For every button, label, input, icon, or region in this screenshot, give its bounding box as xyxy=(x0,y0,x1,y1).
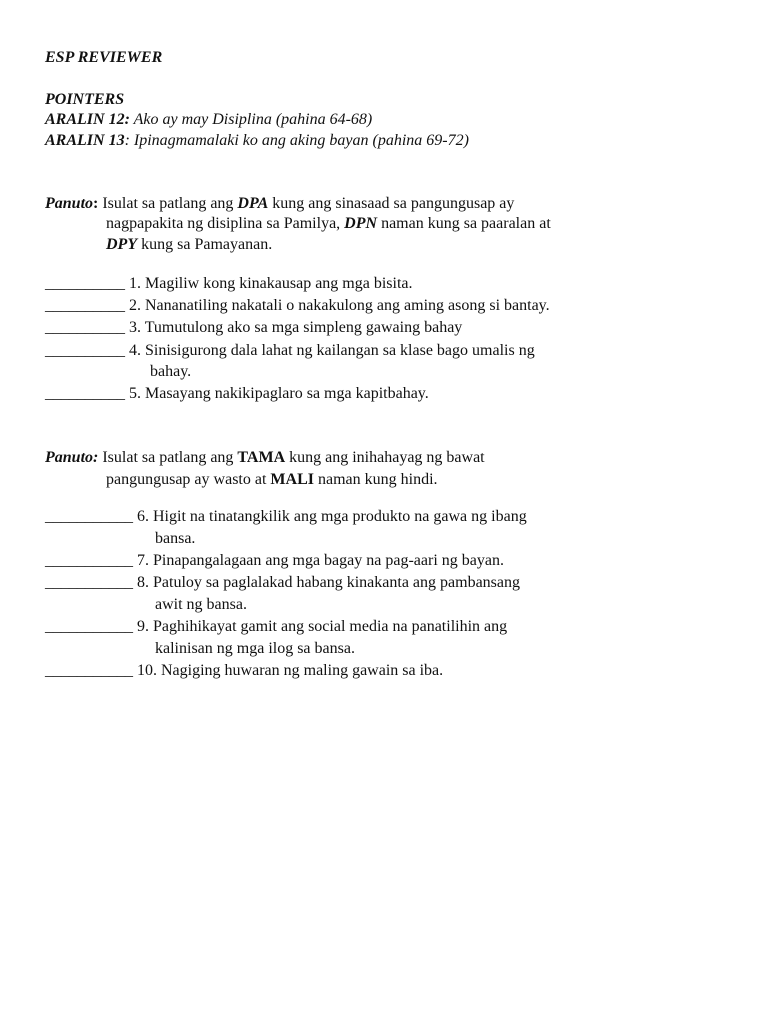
part1-instruction-line-2 xyxy=(106,214,551,234)
instruction-label: Panuto: xyxy=(45,449,99,466)
instruction-text: Isulat sa patlang ang xyxy=(98,195,238,212)
document-title: ESP REVIEWER xyxy=(45,49,163,66)
item-continuation: awit ng bansa. xyxy=(155,596,247,613)
answer-blank: ___________ xyxy=(45,618,133,635)
keyword-mali: MALI xyxy=(270,471,314,488)
instruction-text: naman kung hindi. xyxy=(313,471,438,488)
list-item xyxy=(45,507,527,527)
answer-blank: __________ xyxy=(45,297,125,314)
list-item xyxy=(45,274,413,294)
item-text: 3. Tumutulong ako sa mga simpleng gawaing bahay xyxy=(125,319,463,336)
item-text: 8. Patuloy sa paglalakad habang kinakanta ang pambansang xyxy=(133,574,520,591)
keyword-dpn: DPN xyxy=(344,215,378,232)
keyword-tama: TAMA xyxy=(237,449,286,466)
answer-blank: __________ xyxy=(45,275,125,292)
item-text: 9. Paghihikayat gamit ang social media na panatilihin ang xyxy=(133,618,508,635)
item-text: 1. Magiliw kong kinakausap ang mga bisita. xyxy=(125,275,413,292)
list-item xyxy=(45,573,520,593)
part2-instruction-line-2 xyxy=(106,470,438,490)
item-text: 4. Sinisigurong dala lahat ng kailangan sa klase bago umalis ng xyxy=(125,342,535,359)
instruction-text: naman kung sa paaralan at xyxy=(377,215,551,232)
pointer-aralin-13 xyxy=(45,131,469,151)
part2-instruction-line-1 xyxy=(45,448,485,468)
instruction-colon: : xyxy=(93,195,99,212)
pointers-heading: POINTERS xyxy=(45,91,125,108)
instruction-text: nagpapakita ng disiplina sa Pamilya, xyxy=(106,215,345,232)
answer-blank: ___________ xyxy=(45,574,133,591)
answer-blank: ___________ xyxy=(45,662,133,679)
pointer-label: ARALIN 12: xyxy=(45,111,130,128)
list-item xyxy=(45,384,429,404)
item-continuation: kalinisan ng mga ilog sa bansa. xyxy=(155,640,355,657)
pointer-label: ARALIN 13 xyxy=(45,132,125,149)
list-item xyxy=(45,296,550,316)
instruction-text: Isulat sa patlang ang xyxy=(98,449,238,466)
keyword-dpa: DPA xyxy=(237,195,269,212)
instruction-text: kung ang sinasaad sa pangungusap ay xyxy=(268,195,515,212)
item-text: 6. Higit na tinatangkilik ang mga produkto na gawa ng ibang xyxy=(133,508,527,525)
part1-instruction-line-1 xyxy=(45,194,514,214)
pointer-aralin-12 xyxy=(45,110,372,130)
instruction-label: Panuto xyxy=(45,195,94,212)
item-text: 2. Nananatiling nakatali o nakakulong ang aming asong si bantay. xyxy=(125,297,550,314)
answer-blank: __________ xyxy=(45,385,125,402)
answer-blank: __________ xyxy=(45,342,125,359)
answer-blank: ___________ xyxy=(45,508,133,525)
item-text: 5. Masayang nakikipaglaro sa mga kapitbahay. xyxy=(125,385,429,402)
instruction-text: kung ang inihahayag ng bawat xyxy=(285,449,485,466)
answer-blank: ___________ xyxy=(45,552,133,569)
instruction-text: pangungusap ay wasto at xyxy=(106,471,271,488)
keyword-dpy: DPY xyxy=(106,236,138,253)
list-item xyxy=(45,661,443,681)
list-item xyxy=(45,617,507,637)
list-item xyxy=(45,318,462,338)
pointer-text: Ako ay may Disiplina (pahina 64-68) xyxy=(129,111,373,128)
item-continuation: bansa. xyxy=(155,530,196,547)
item-text: 7. Pinapangalagaan ang mga bagay na pag-aari ng bayan. xyxy=(133,552,504,569)
pointer-text: : Ipinagmamalaki ko ang aking bayan (pahina 69-72) xyxy=(124,132,469,149)
item-text: 10. Nagiging huwaran ng maling gawain sa iba. xyxy=(133,662,444,679)
list-item xyxy=(45,341,535,361)
list-item xyxy=(45,551,504,571)
part1-instruction-line-3 xyxy=(106,235,272,255)
answer-blank: __________ xyxy=(45,319,125,336)
instruction-text: kung sa Pamayanan. xyxy=(137,236,273,253)
item-continuation: bahay. xyxy=(150,363,192,380)
